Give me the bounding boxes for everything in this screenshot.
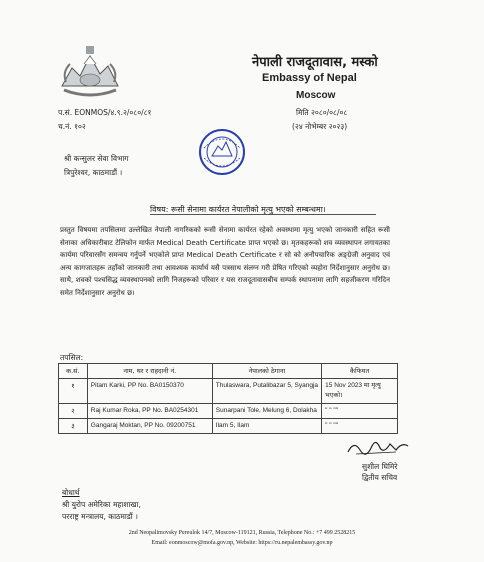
subject-underline [150,214,376,215]
signature-icon [346,436,410,458]
footer-address: 2nd Neopalimovsky Pereulok 14/7, Moscow-119121, Russia, Telephone No.: +7 499 2528215 [128,530,356,536]
row-address: Sunarpani Tole, Melung 6, Dolakha [212,404,321,419]
row-name: Raj Kumar Roka, PP No. BA0254301 [87,404,212,419]
table-header-row [59,364,398,379]
embassy-seal-icon [198,128,246,176]
col-header-sn: क.सं. [59,364,88,379]
footer-contact: Email: eonmoscow@mofa.gov.np, Website: https://ru.nepalembassy.gov.np [151,540,333,546]
letter-body: प्रस्तुत विषयमा तपसिलमा उल्लेखित नेपाली नागरिकको रूसी सेनामा कार्यरत रहेको अवस्थामा मृत्यु भएको जानकारी सहित रूसी सेनाका अधिकारीबाट टेलिफोन मार्फत Medical Death Certificate प्राप्त भएको छ। मृतकहरूको शव व्यवस्थापन लगायतका कार्यमा परिवारसँग समन्वय गर्नुपर्ने भएकोले प्राप्त Medical Death Certificate र सो को अनौपचारिक अङ्ग्रेजी अनुवाद एवं अन्य कागजातहरू तहाँको जानकारी तथा आवश्यक कार्यार्थ यसै पत्रसाथ संलग्न गरी प्रेषित गरिएको व्यहोरा निर्देशानुसार अनुरोध छ। साथै, शवको पश्चसिद्ध व्यवस्थापनको लागि निजहरूको परिवार र यस राजदूतावासबीच सम्पर्क स्थापनामा लागि सहजीकरण गरिदिन समेत निर्देशानुसार अनुरोध छ। [60,226,390,297]
recipient-line-2: त्रिपुरेश्वर, काठमाडौं । [64,168,123,177]
embassy-title-english: Embassy of Nepal [262,72,357,84]
table-row [59,419,398,434]
reference-number: प.सं. EONMOS/४.९.२/०८०/८१ [58,108,152,117]
cc-label: बोधार्थ [62,488,80,497]
row-sn: १ [59,379,88,404]
col-header-address: नेपालको ठेगाना [212,364,321,379]
list-label: तपसिल: [60,353,84,362]
row-address: Thulaswara, Putalibazar 5, Syangja [212,379,321,404]
col-header-name: नाम, थर र राहदानी नं. [87,364,212,379]
letter-subject: विषय: रूसी सेनामा कार्यरत नेपालीको मृत्यु भएको सम्बन्धमा। [150,205,326,214]
table-row [59,379,398,404]
col-header-remarks: कैफियत [322,364,398,379]
row-sn: २ [59,404,88,419]
cc-line-1: श्री युरोप अमेरिका महाशाखा, [62,500,141,509]
row-remark: " " "" [322,419,398,434]
dispatch-number: च.नं. १०२ [58,122,86,131]
embassy-title-nepali: नेपाली राजदूतावास, मस्को [252,55,378,70]
row-address: Ilam 5, Ilam [212,419,321,434]
row-name: Pitam Karki, PP No. BA0150370 [87,379,212,404]
row-name: Gangaraj Moktan, PP No. 09200751 [87,419,212,434]
nepal-emblem-icon [58,42,122,102]
table-row [59,404,398,419]
row-sn: ३ [59,419,88,434]
signatory-name: सुशील घिमिरे [362,462,398,471]
cc-line-2: परराष्ट्र मन्त्रालय, काठमाडौं । [62,512,138,521]
date-bs: मिति २०८०/०८/०८ [296,108,348,117]
signatory-title: द्वितीय सचिव [362,473,398,482]
row-remark: 15 Nov 2023 मा मृत्यु भएको। [322,379,398,404]
recipient-line-1: श्री कन्सुलर सेवा विभाग [64,154,129,163]
row-remark: " " "" [322,404,398,419]
deceased-table [58,363,398,434]
embassy-city: Moscow [296,90,336,101]
date-ad: (२४ नोभेम्बर २०२३) [292,122,348,131]
